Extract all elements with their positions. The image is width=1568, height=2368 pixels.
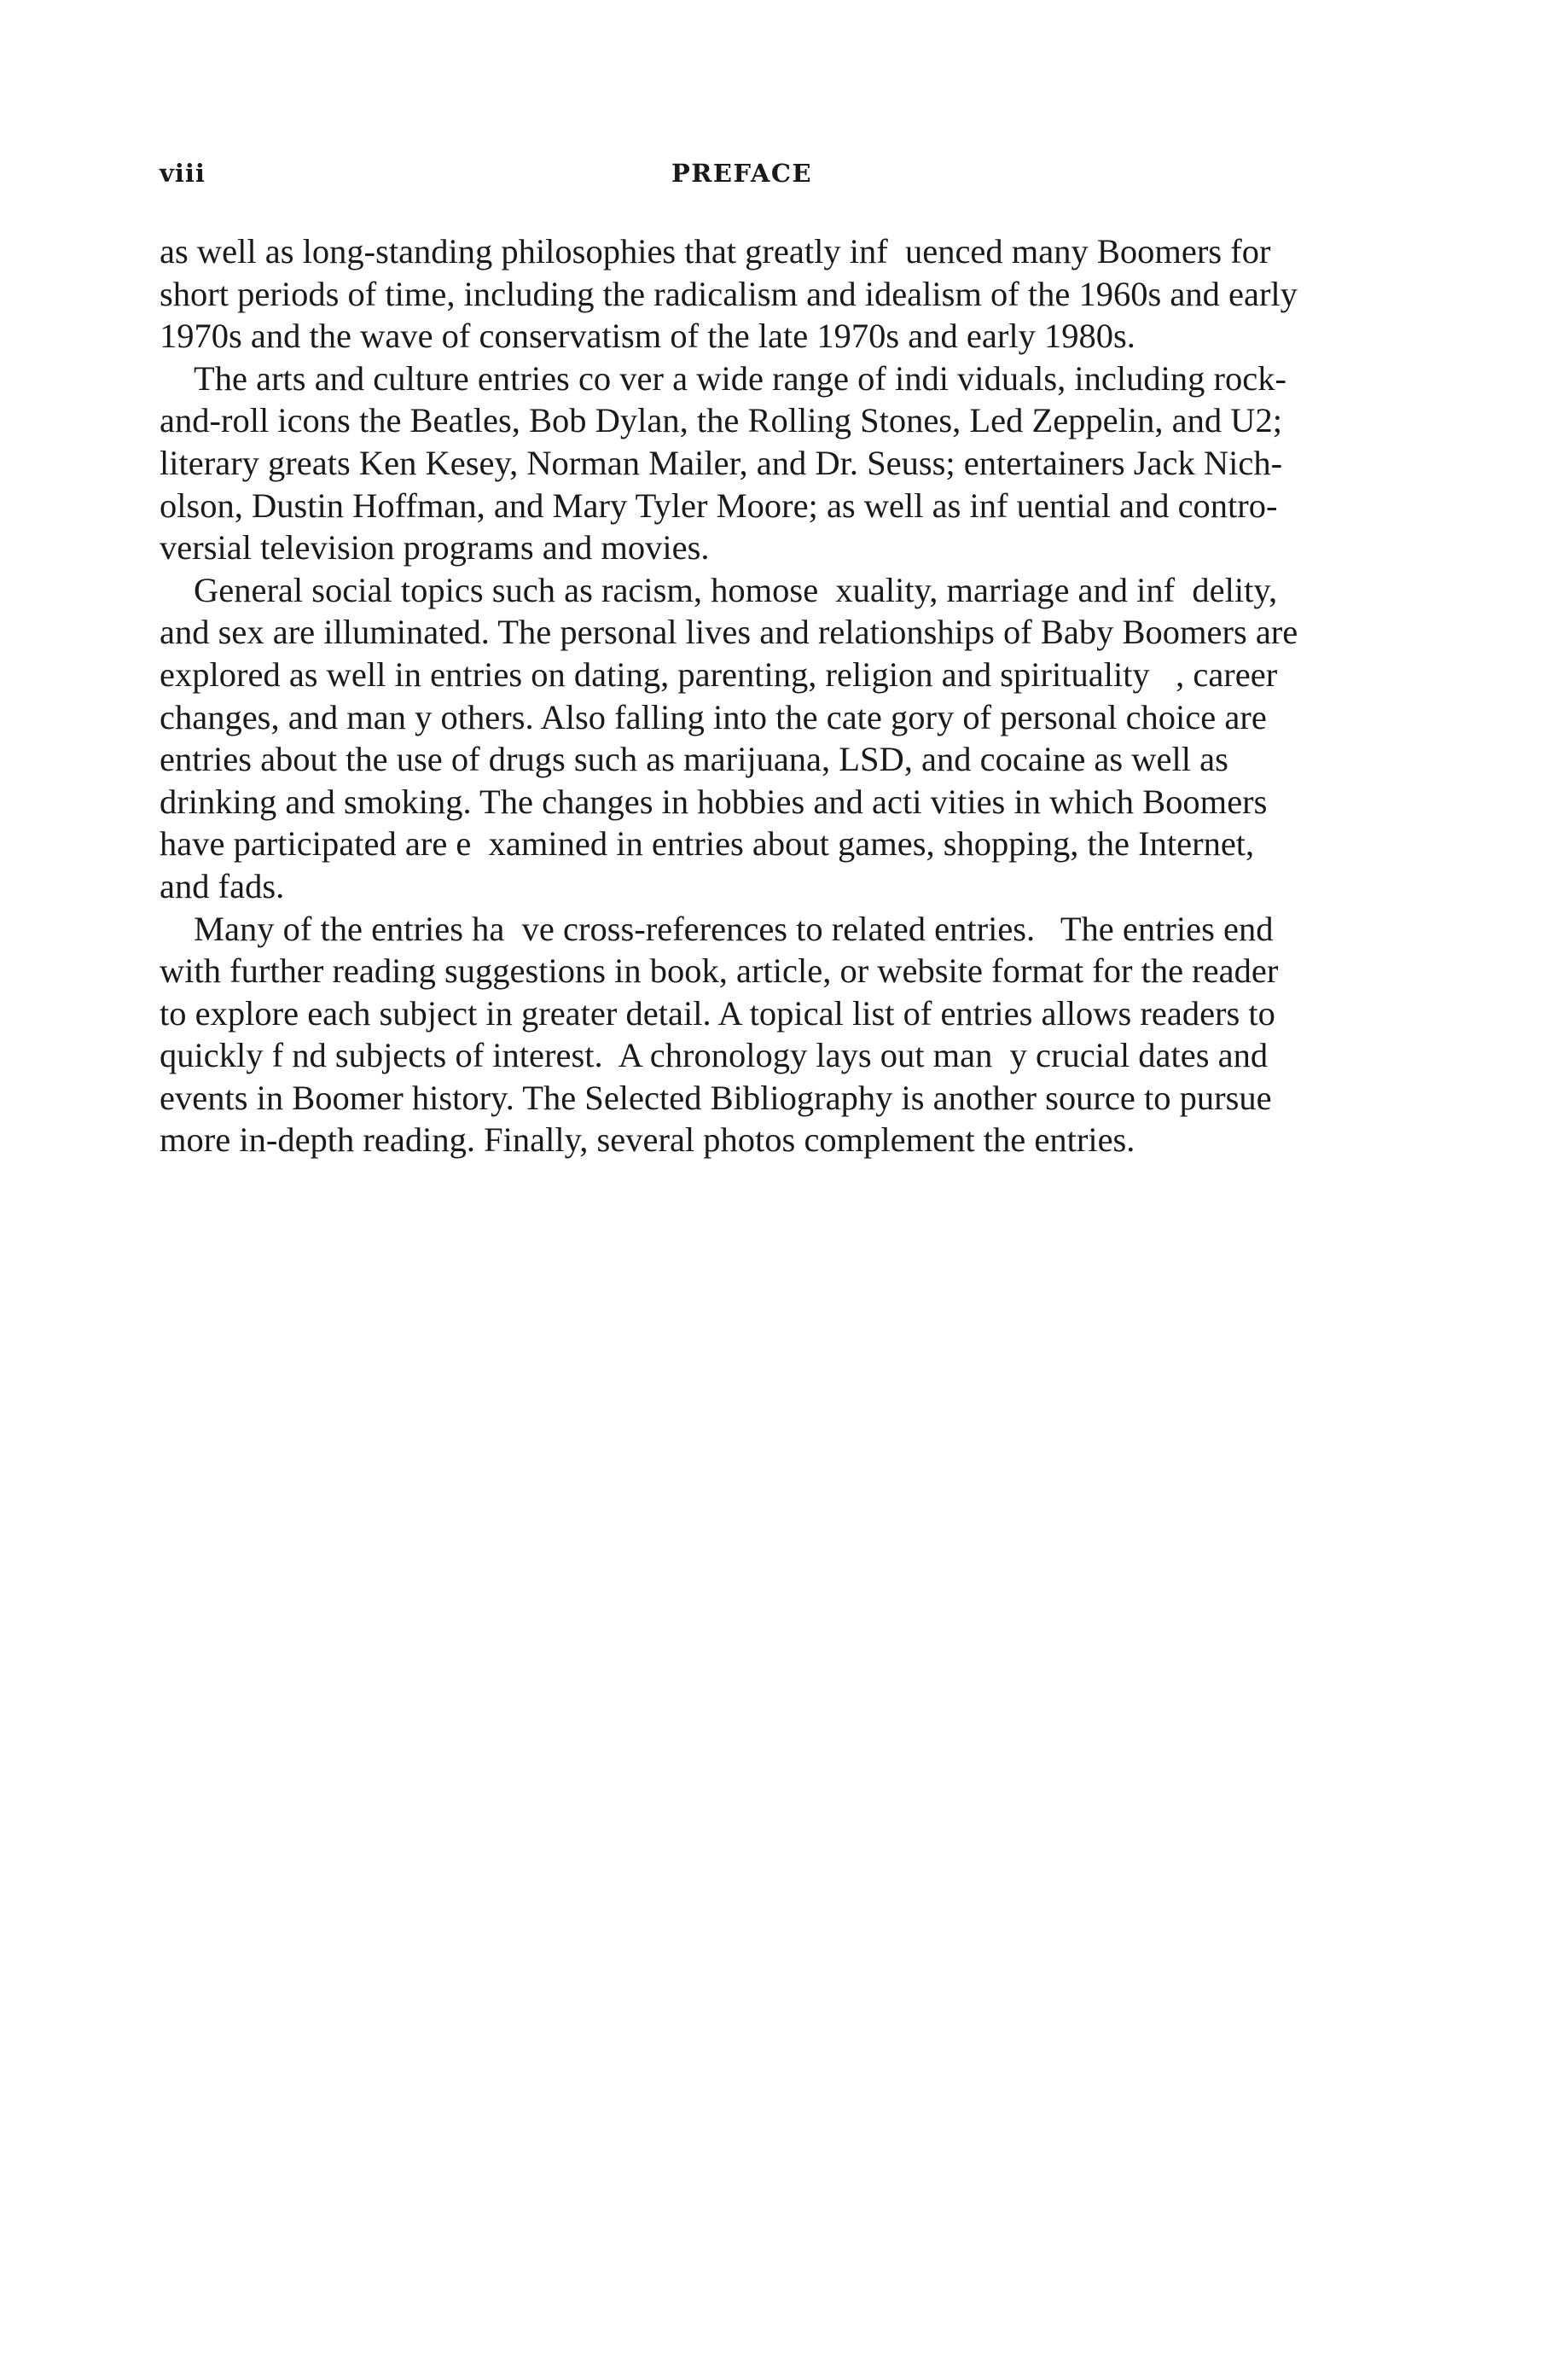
text-line: entries about the use of drugs such as marijuana, LSD, and cocaine as well as bbox=[160, 740, 1228, 779]
paragraph-start-line: Many of the entries ha ve cross-references to related entries. The entries end bbox=[194, 909, 1274, 948]
text-line: as well as long-standing philosophies that greatly inf uenced many Boomers for bbox=[160, 232, 1271, 271]
text-line: 1970s and the wave of conservatism of the late 1970s and early 1980s. bbox=[160, 317, 1135, 356]
paragraph-start-line: General social topics such as racism, homose xuality, marriage and inf delity, bbox=[194, 570, 1278, 609]
text-line: changes, and man y others. Also falling into the cate gory of personal choice are bbox=[160, 697, 1267, 736]
text-line: events in Boomer history. The Selected Bibliography is another source to pursue bbox=[160, 1078, 1272, 1117]
text-line: literary greats Ken Kesey, Norman Mailer, and Dr. Seuss; entertainers Jack Nich- bbox=[160, 443, 1283, 482]
text-line: more in-depth reading. Finally, several photos complement the entries. bbox=[160, 1120, 1135, 1160]
text-line: drinking and smoking. The changes in hobbies and acti vities in which Boomers bbox=[160, 782, 1268, 821]
text-line: to explore each subject in greater detail. A topical list of entries allows readers to bbox=[160, 993, 1275, 1033]
body-text bbox=[160, 230, 1311, 1161]
running-head bbox=[160, 159, 1294, 193]
text-line: quickly f nd subjects of interest. A chronology lays out man y crucial dates and bbox=[160, 1036, 1269, 1075]
page-number: viii bbox=[160, 159, 206, 188]
paragraph-start-line: The arts and culture entries co ver a wide range of indi viduals, including rock- bbox=[194, 358, 1286, 398]
text-line: have participated are e xamined in entries about games, shopping, the Internet, bbox=[160, 824, 1255, 864]
text-line: and-roll icons the Beatles, Bob Dylan, the Rolling Stones, Led Zeppelin, and U2; bbox=[160, 401, 1283, 440]
text-line: and sex are illuminated. The personal lives and relationships of Baby Boomers are bbox=[160, 613, 1298, 652]
section-title: PREFACE bbox=[671, 159, 813, 188]
text-line: short periods of time, including the radicalism and idealism of the 1960s and early bbox=[160, 274, 1298, 313]
text-line: versial television programs and movies. bbox=[160, 528, 710, 567]
text-line: and fads. bbox=[160, 866, 285, 905]
text-line: olson, Dustin Hoffman, and Mary Tyler Moore; as well as inf uential and contro- bbox=[160, 486, 1278, 525]
text-line: explored as well in entries on dating, parenting, religion and spirituality , career bbox=[160, 655, 1278, 694]
text-line: with further reading suggestions in book, article, or website format for the reader bbox=[160, 951, 1279, 991]
